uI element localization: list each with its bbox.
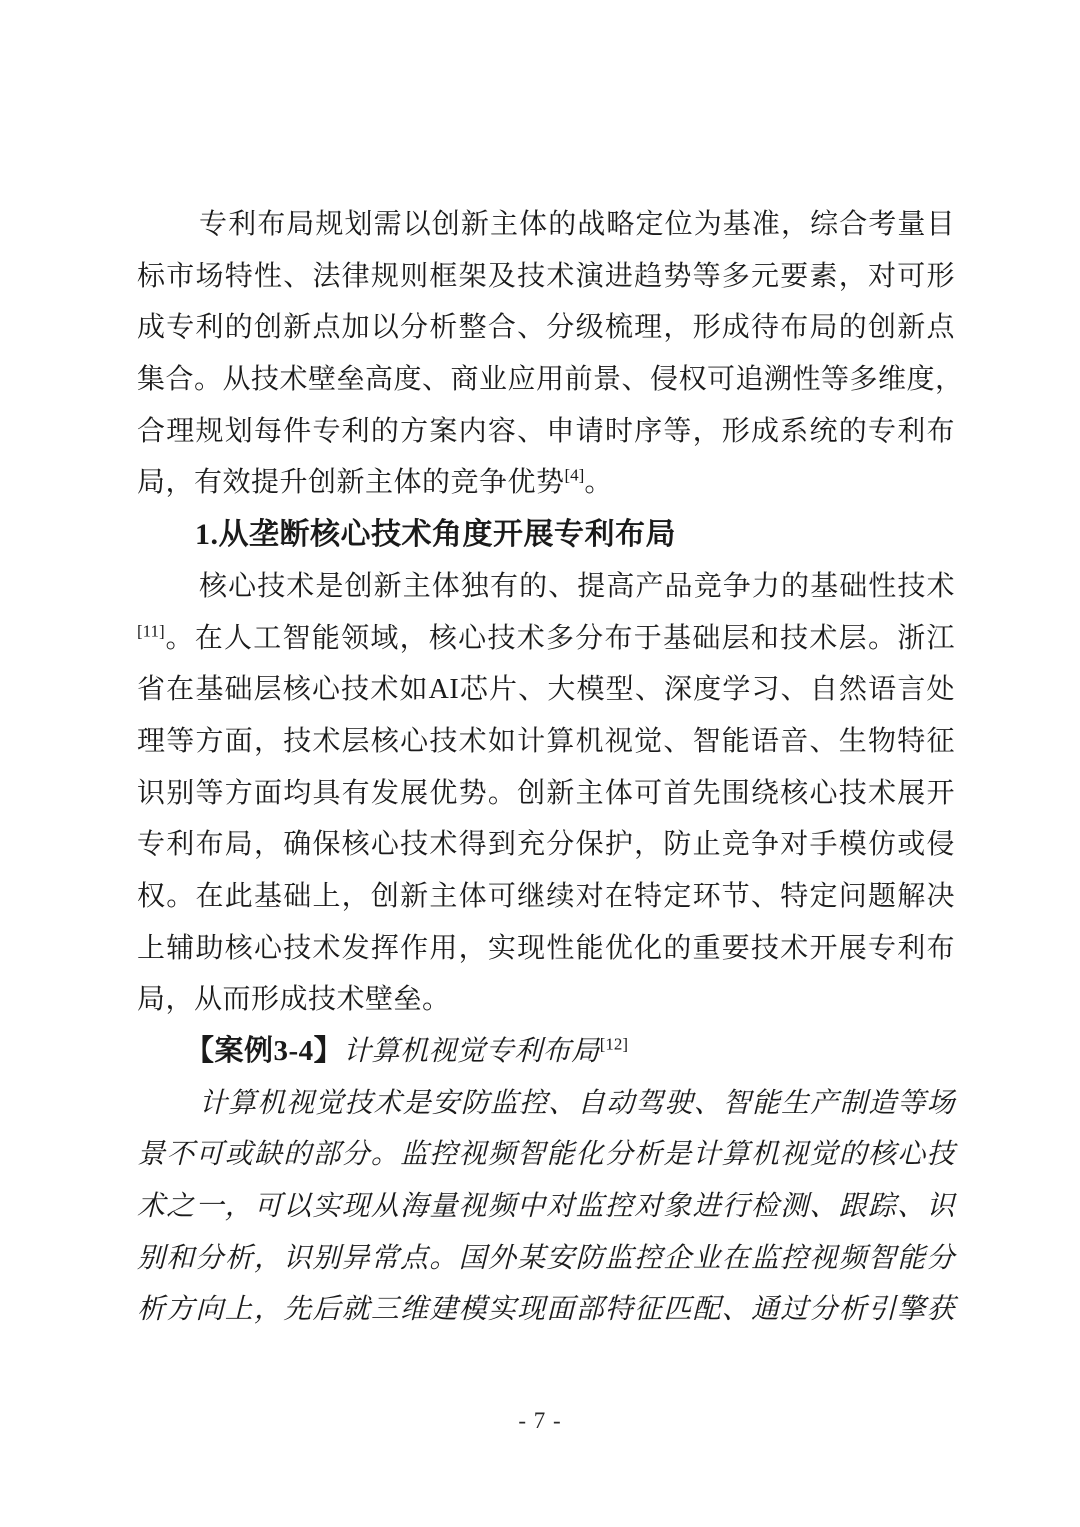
paragraph2-line2-text: 。在人工智能领域，核心技术多分布于基础层和技术层。浙江: [164, 622, 955, 654]
paragraph2-line: 核心技术是创新主体独有的、提高产品竞争力的基础性技术: [199, 570, 955, 602]
footnote-ref-12: [12]: [599, 1034, 629, 1054]
case-paragraph-line: 析方向上，先后就三维建模实现面部特征匹配、通过分析引擎获: [137, 1294, 955, 1326]
paragraph1-line: 标市场特性、法律规则框架及技术演进趋势等多元要素，对可形: [137, 260, 955, 292]
paragraph1-last-line-text: 局，有效提升创新主体的竞争优势: [137, 467, 565, 499]
paragraph1-last-line: [137, 457, 955, 509]
case-heading: [137, 1026, 955, 1078]
paragraph2-line: 权。在此基础上，创新主体可继续对在特定环节、特定问题解决: [137, 880, 955, 912]
footnote-ref-4: [4]: [564, 466, 585, 486]
paragraph1-line: 集合。从技术壁垒高度、商业应用前景、侵权可追溯性等多维度，: [137, 364, 964, 396]
page-number: - 7 -: [518, 1408, 562, 1433]
paragraph1-line: 成专利的创新点加以分析整合、分级梳理，形成待布局的创新点: [137, 312, 955, 344]
paragraph2-last-line: 局，从而形成技术壁垒。: [137, 984, 451, 1016]
case-paragraph-line: 术之一，可以实现从海量视频中对监控对象进行检测、跟踪、识: [137, 1191, 955, 1223]
case-paragraph-line: 别和分析，识别异常点。国外某安防监控企业在监控视频智能分: [137, 1242, 955, 1274]
text-block: [137, 199, 964, 1336]
case-heading-title: 计算机视觉专利布局: [343, 1036, 600, 1067]
paragraph2-line: 省在基础层核心技术如AI芯片、大模型、深度学习、自然语言处: [137, 674, 955, 706]
paragraph1-last-line-end: 。: [584, 467, 613, 499]
paragraph2-line: 理等方面，技术层核心技术如计算机视觉、智能语音、生物特征: [137, 725, 955, 757]
case-paragraph-line: 景不可或缺的部分。监控视频智能化分析是计算机视觉的核心技: [137, 1139, 955, 1171]
paragraph2-line: 专利布局，确保核心技术得到充分保护，防止竞争对手模仿或侵: [137, 829, 955, 861]
paragraph2-line: [137, 613, 955, 665]
footnote-ref-11: [11]: [137, 621, 165, 641]
case-paragraph-line: 计算机视觉技术是安防监控、自动驾驶、智能生产制造等场: [199, 1087, 955, 1119]
paragraph2-line: 上辅助核心技术发挥作用，实现性能优化的重要技术开展专利布: [137, 932, 955, 964]
paragraph2-line: 识别等方面均具有发展优势。创新主体可首先围绕核心技术展开: [137, 777, 955, 809]
case-heading-label: 【案例3-4】: [185, 1035, 344, 1067]
paragraph1-line: 合理规划每件专利的方案内容、申请时序等，形成系统的专利布: [137, 415, 955, 447]
section-heading: 1.从垄断核心技术角度开展专利布局: [195, 518, 676, 552]
paragraph1-line: 专利布局规划需以创新主体的战略定位为基准，综合考量目: [199, 209, 955, 240]
